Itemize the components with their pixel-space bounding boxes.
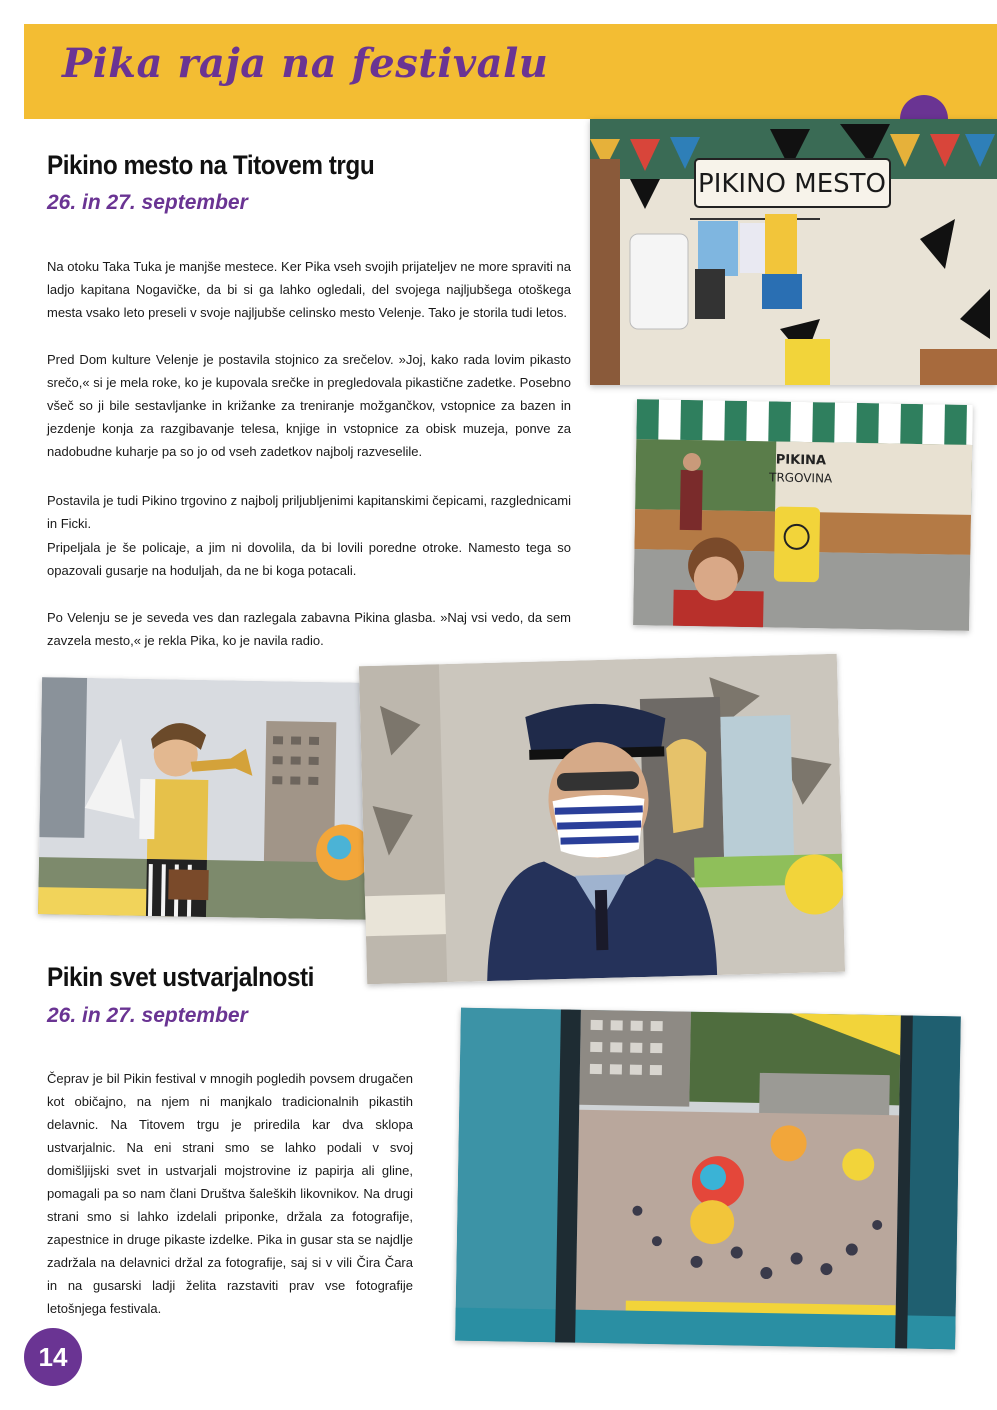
photo-pikina-trgovina: [633, 399, 973, 631]
section1-paragraph-4: Pripeljala je še policaje, a jim ni dovolila, da bi lovili poredne otroke. Namesto tega so opazovali gusarje na hoduljah, da ne bi koga potacali.: [47, 540, 571, 578]
section1-paragraph-2: Pred Dom kulture Velenje je postavila stojnico za srečelov. »Joj, kako rada lovim pikasto srečo,« si je mela roke, ko je kupovala srečke in pregledovala pikastične zadetke. Posebno všeč so ji bile sestavljanke in križanke za treniranje možgančkov, vstopnice za bazen in jezdenje konja za razgibavanje telesa, knjige in vstopnice za obisk muzeja, ponve za nadobudne kuharje pa so jo od vseh zadetkov najbolj razveselile.: [47, 352, 571, 459]
photo-trumpet-player: [38, 677, 372, 920]
section1-paragraph-1: Na otoku Taka Tuka je manjše mestece. Ker Pika vseh svojih prijateljev ne more spraviti na ladjo kapitana Nogavičke, da bi si ga lahko ogledali, del svojega najljubšega otoškega mesta vsako leto preseli v svoje najljubše celinsko mesto Velenje. Tako je storila tudi letos.: [47, 259, 571, 320]
page-title: Pika raja na festivalu: [62, 40, 549, 87]
section2-date: 26. in 27. september: [47, 1004, 248, 1027]
section2-heading: Pikin svet ustvarjalnosti: [47, 962, 314, 992]
photo-pikino-mesto-stall: [590, 119, 997, 385]
section1-paragraph-5: Po Velenju se je seveda ves dan razlegala zabavna Pikina glasba. »Naj vsi vedo, da sem zavzela mesto,« je rekla Pika, ko je navila radio.: [47, 610, 571, 648]
section1-date: 26. in 27. september: [47, 191, 248, 214]
pikina-trgovina-sign-line2: TRGOVINA: [768, 470, 833, 486]
photo-masked-captain: [359, 654, 845, 984]
pikina-trgovina-sign-line1: PIKINA: [775, 452, 827, 469]
pikino-mesto-sign: PIKINO MESTO: [698, 169, 886, 199]
section1-paragraph-3: Postavila je tudi Pikino trgovino z najbolj priljubljenimi kapitanskimi čepicami, razglednicami in Ficki.: [47, 493, 571, 531]
section1-heading: Pikino mesto na Titovem trgu: [47, 150, 375, 180]
section2-paragraph: Čeprav je bil Pikin festival v mnogih pogledih povsem drugačen kot običajno, na njem ni manjkalo tradicionalnih pikastih delavnic. Na Titovem trgu je priredila kar dva sklopa ustvarjalnic. Na eni strani smo se lahko podali v svoj domišljijski svet in ustvarjali mojstrovine iz papirja ali gline, pomagali pa so nam člani Društva šaleških likovnikov. Na drugi strani smo si lahko izdelali priponke, držala za fotografije, zapestnice in druge pikaste izdelke. Pika in gusar sta se najdlje zadržala na delavnici držal za fotografije, saj si v vili Čira Čara in na gusarski ladji želita razstaviti prav vse fotografije letošnjega festivala.: [47, 1071, 413, 1316]
page-number: 14: [24, 1328, 82, 1386]
photo-workshop-through-window: [455, 1008, 961, 1350]
